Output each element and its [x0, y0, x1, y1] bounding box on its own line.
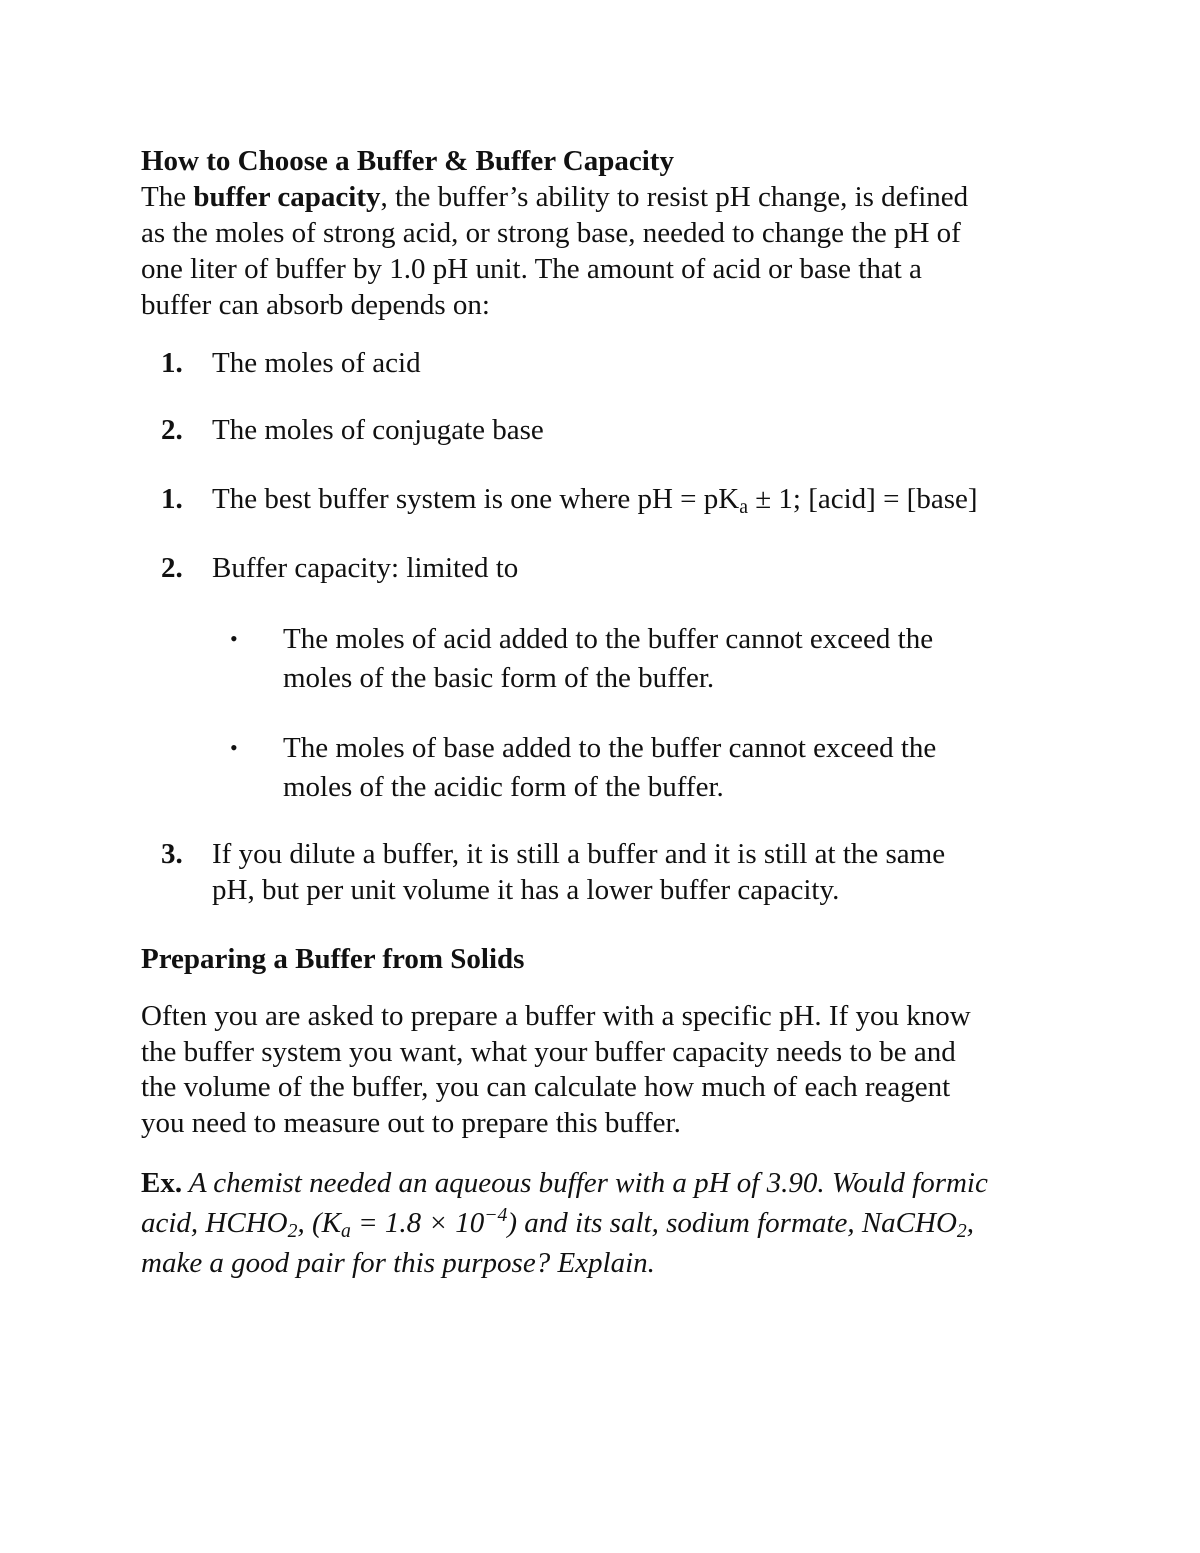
example-text: acid, HCHO [141, 1207, 288, 1239]
list-item-moles-conjugate-base: The moles of conjugate base [212, 414, 544, 446]
intro-text: The [141, 181, 194, 213]
example-label: Ex. [141, 1167, 183, 1199]
list-item-moles-acid: The moles of acid [212, 347, 421, 379]
subscript: a [340, 1219, 351, 1242]
intro-line-2: as the moles of strong acid, or strong base, needed to change the pH of [141, 217, 961, 249]
list-item-best-buffer-system [212, 481, 978, 517]
list-number: 2. [161, 552, 183, 584]
bullet-icon: • [230, 735, 238, 760]
list-text: ± 1; [acid] = [base] [747, 483, 978, 515]
list-number: 1. [161, 347, 183, 379]
example-line-1 [141, 1165, 988, 1201]
superscript: −4 [484, 1204, 508, 1227]
list-number: 1. [161, 483, 183, 515]
section-title-buffer-capacity: How to Choose a Buffer & Buffer Capacity [141, 145, 674, 177]
para-line-1: Often you are asked to prepare a buffer with a specific pH. If you know [141, 1000, 971, 1032]
intro-line-1 [141, 179, 968, 215]
bullet-item-base-line-2: moles of the acidic form of the buffer. [283, 771, 724, 803]
example-text: ) and its salt, sodium formate, NaCHO [507, 1207, 957, 1239]
example-text: A chemist needed an aqueous buffer with a pH of 3.90. Would formic [182, 1167, 988, 1199]
para-line-2: the buffer system you want, what your buffer capacity needs to be and [141, 1036, 956, 1068]
list-item-dilute-line-2: pH, but per unit volume it has a lower buffer capacity. [212, 874, 840, 906]
subscript: a [739, 495, 748, 518]
example-text: = 1.8 × 10 [350, 1207, 485, 1239]
example-line-2 [141, 1205, 974, 1241]
list-text: The best buffer system is one where pH = pK [212, 483, 740, 515]
subscript: 2 [956, 1219, 967, 1242]
intro-line-3: one liter of buffer by 1.0 pH unit. The amount of acid or base that a [141, 253, 922, 285]
example-line-3: make a good pair for this purpose? Explain. [141, 1247, 655, 1279]
list-item-buffer-capacity-limit: Buffer capacity: limited to [212, 552, 519, 584]
example-text: , [966, 1207, 975, 1239]
bullet-item-acid-line-2: moles of the basic form of the buffer. [283, 662, 715, 694]
example-text: , (K [297, 1207, 341, 1239]
subscript: 2 [287, 1219, 298, 1242]
para-line-4: you need to measure out to prepare this buffer. [141, 1107, 681, 1139]
section-title-preparing-buffer: Preparing a Buffer from Solids [141, 943, 525, 975]
bullet-item-acid-line-1: The moles of acid added to the buffer cannot exceed the [283, 623, 934, 655]
term-buffer-capacity: buffer capacity [193, 181, 381, 213]
para-line-3: the volume of the buffer, you can calculate how much of each reagent [141, 1071, 951, 1103]
list-number: 2. [161, 414, 183, 446]
intro-line-4: buffer can absorb depends on: [141, 289, 490, 321]
list-number: 3. [161, 838, 183, 870]
list-item-dilute-line-1: If you dilute a buffer, it is still a buffer and it is still at the same [212, 838, 946, 870]
intro-text: , the buffer’s ability to resist pH change, is defined [380, 181, 969, 213]
bullet-item-base-line-1: The moles of base added to the buffer cannot exceed the [283, 732, 937, 764]
bullet-icon: • [230, 626, 238, 651]
